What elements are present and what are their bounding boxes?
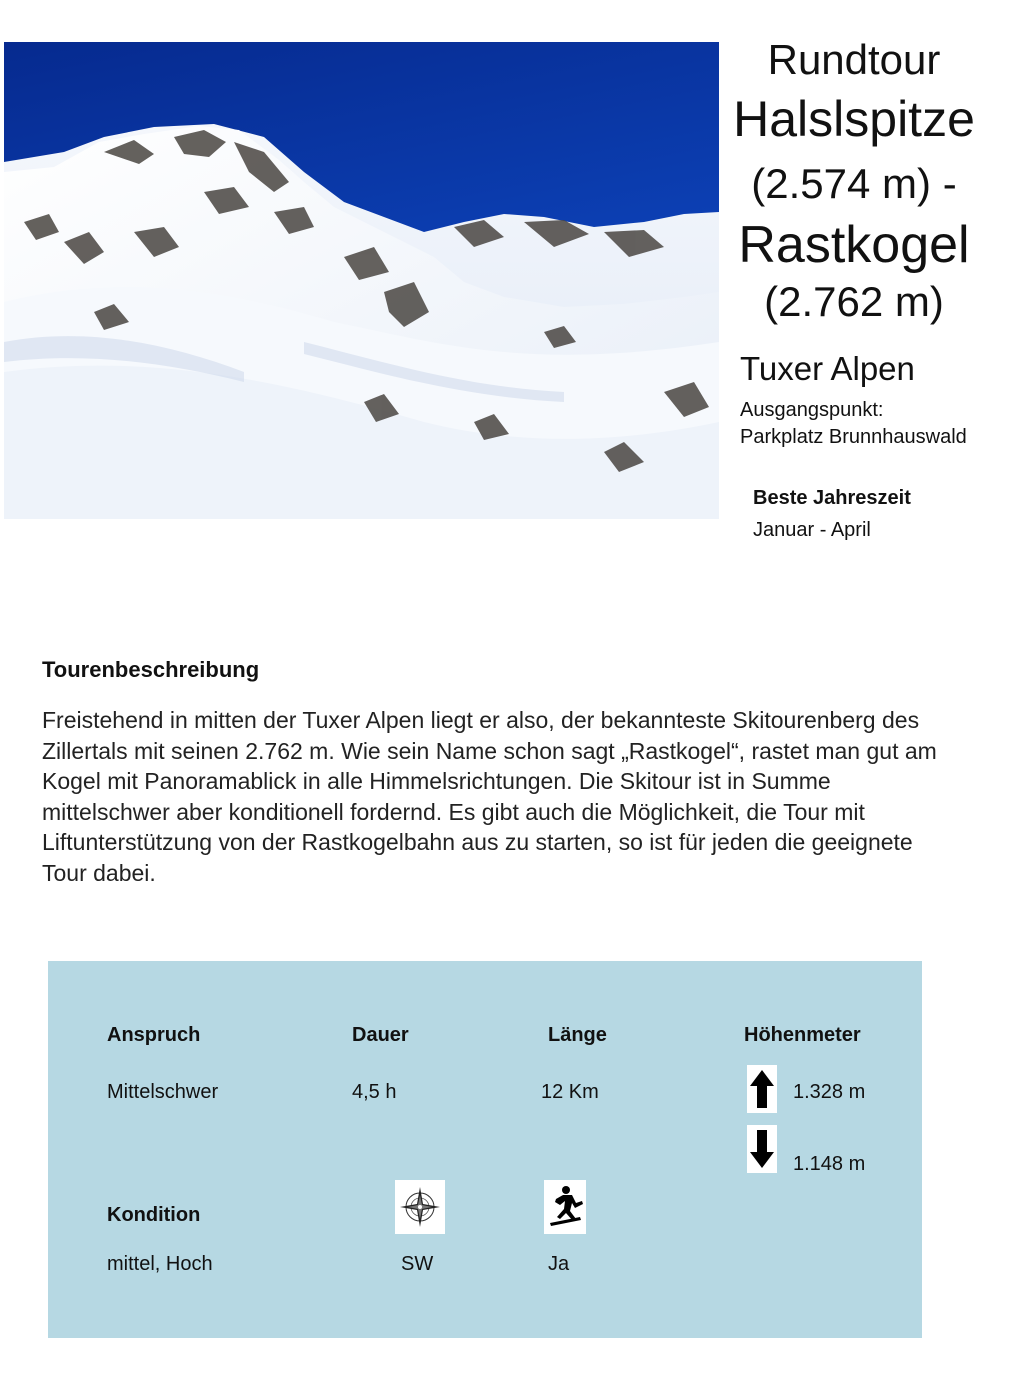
dauer-value: 4,5 h: [352, 1081, 397, 1103]
description-text: Freistehend in mitten der Tuxer Alpen liegt er also, der bekannteste Skitourenberg des Zillertals mit seinen 2.762 m. Wie sein Name schon sagt „Rastkogel“, rastet man gut am Kogel mit Panoramablick in alle Himmelsrichtungen. Die Skitour ist in Summe mittelschwer aber konditionell fordernd. Es gibt auch die Möglichkeit, die Tour mit Liftunterstützung von der Rastkogelbahn aus zu starten, so ist für jeden die geeignete Tour dabei.: [42, 707, 937, 886]
anspruch-label: Anspruch: [107, 1024, 201, 1046]
ascent-value: 1.328 m: [793, 1081, 866, 1103]
season-value: Januar - April: [753, 519, 871, 541]
start-point-label: Ausgangspunkt:: [740, 399, 884, 421]
descent-value: 1.148 m: [793, 1153, 866, 1175]
mountain-photo: [4, 42, 719, 519]
arrow-up-icon: [747, 1065, 777, 1113]
laenge-value: 12 Km: [541, 1081, 599, 1103]
title-rastkogel-elevation: (2.762 m): [764, 278, 944, 325]
title-rundtour: Rundtour: [767, 36, 941, 83]
region-name: Tuxer Alpen: [740, 350, 915, 387]
kondition-value: mittel, Hoch: [107, 1253, 213, 1275]
anspruch-value: Mittelschwer: [107, 1081, 219, 1103]
title-halslspitze-elevation: (2.574 m) -: [751, 160, 957, 207]
tour-info-panel: [48, 961, 922, 1338]
compass-icon: [395, 1180, 445, 1234]
start-point-value: Parkplatz Brunnhauswald: [740, 426, 967, 448]
description-heading: Tourenbeschreibung: [42, 657, 260, 682]
abfahrt-value: Ja: [548, 1253, 570, 1275]
arrow-down-icon: [747, 1125, 777, 1173]
skier-icon: [544, 1180, 586, 1234]
title-halslspitze: Halslspitze: [733, 91, 975, 147]
kondition-label: Kondition: [107, 1204, 201, 1226]
season-label: Beste Jahreszeit: [753, 487, 911, 509]
hoehenmeter-label: Höhenmeter: [744, 1024, 861, 1046]
laenge-label: Länge: [548, 1024, 607, 1046]
dauer-label: Dauer: [352, 1024, 409, 1046]
title-rastkogel: Rastkogel: [738, 216, 970, 274]
exposition-value: SW: [401, 1253, 434, 1275]
